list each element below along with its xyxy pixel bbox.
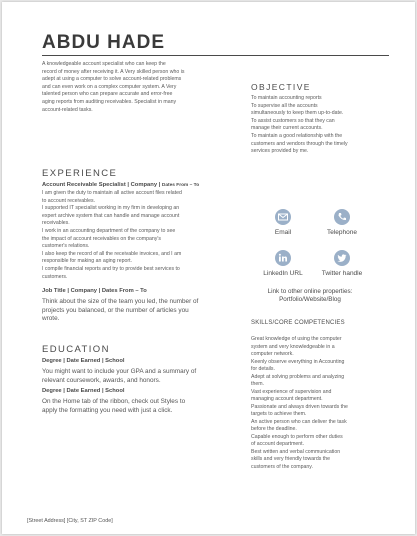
job1-line: the impact of account receivables on the company's <box>42 235 161 242</box>
edu2-header: Degree | Date Earned | School <box>42 388 125 394</box>
edu2-line: On the Home tab of the ribbon, check out Styles to <box>42 398 186 405</box>
objective-line: To maintain a good relationship with the <box>251 132 343 139</box>
edu1-line: relevant coursework, awards, and honors. <box>42 376 161 384</box>
job1-line: customers. <box>42 273 68 280</box>
email-label: Email <box>274 229 292 236</box>
skill-line: Great knowledge of using the computer <box>251 336 342 342</box>
linkedin-icon[interactable] <box>275 250 291 266</box>
resume-page <box>2 2 415 534</box>
objective-line: manage their current accounts. <box>251 125 323 132</box>
job1-title: Account Receivable Specialist <box>42 182 126 188</box>
experience-heading: EXPERIENCE <box>42 168 118 179</box>
address-footer: [Street Address] [City, ST ZIP Code] <box>27 518 113 524</box>
online-properties-intro: Link to other online properties: <box>267 288 353 295</box>
job1-line: I compile financial reports and try to provide best services to <box>42 265 180 272</box>
skill-line: computer network. <box>251 351 294 357</box>
summary-line: adept at using a computer to solve account-related problems <box>42 76 182 83</box>
skill-line: system and very knowledgeable in a <box>251 343 335 350</box>
job2-line: projects you balanced, or the number of articles you <box>42 306 189 314</box>
edu2-description <box>42 398 185 415</box>
telephone-label: Telephone <box>327 229 357 236</box>
skill-line: Adept at solving problems and analyzing <box>251 373 345 380</box>
email-icon[interactable] <box>275 209 291 225</box>
job1-header: Account Receivable Specialist | Company | Dates From – To <box>42 182 200 188</box>
skill-line: Best written and verbal communication <box>251 448 341 455</box>
job2-description <box>42 298 198 324</box>
objective-list <box>251 95 348 156</box>
online-properties-links[interactable]: Portfolio/Website/Blog <box>279 296 341 303</box>
skill-line: Vast experience of supervision and <box>251 388 332 395</box>
resume-name: ABDU HADE <box>42 32 165 53</box>
edu2-line: apply the formatting you need with just a click. <box>42 406 173 414</box>
skill-line: customers of the company. <box>251 463 313 470</box>
job2-line: Think about the size of the team you led, the number of <box>42 298 199 305</box>
skill-line: them. <box>251 381 264 387</box>
objective-line: services provided by me. <box>251 148 309 155</box>
skill-line: targets to achieve them. <box>251 411 307 417</box>
telephone-icon[interactable] <box>334 209 350 225</box>
education-heading: EDUCATION <box>42 344 110 355</box>
summary-line: A knowledgeable account specialist who can keep the <box>42 61 166 67</box>
skill-line: managing account department. <box>251 396 323 402</box>
skill-line: of account department. <box>251 441 305 447</box>
skill-line: Capable enough to perform other duties <box>251 433 343 440</box>
skill-line: An active person who can deliver the task <box>251 418 347 425</box>
job2-title: Job Title <box>42 288 66 294</box>
job1-line: to account receivables. <box>42 197 96 204</box>
name-divider <box>42 55 389 56</box>
job2-dates: Dates From – To <box>101 288 147 294</box>
summary-line: talented person who can prepare accurate and error-free <box>42 91 173 98</box>
job1-line: I work in an accounting department of the company to see <box>42 227 176 234</box>
skill-line: for details. <box>251 366 275 372</box>
skill-line: Passionate and always driven towards the <box>251 403 348 410</box>
skill-line: skills and very friendly towards the <box>251 456 330 462</box>
summary-line: record of money after receiving it. A Very skilled person who is <box>42 68 185 75</box>
summary-line: account-related tasks. <box>42 106 93 113</box>
edu1-header: Degree | Date Earned | School <box>42 358 125 364</box>
job1-line: expert archive system that can handle and manage account <box>42 212 180 219</box>
objective-line: customers and vendors through the timely <box>251 140 348 147</box>
objective-line: To assist customers so that they can <box>251 117 335 124</box>
job1-company: Company <box>130 182 158 188</box>
objective-heading: OBJECTIVE <box>251 82 311 92</box>
online-properties <box>254 288 366 304</box>
twitter-label: Twitter handle <box>321 270 363 277</box>
summary-paragraph <box>42 61 184 114</box>
linkedin-label: LinkedIn URL <box>263 270 303 277</box>
job1-line: I supported IT specialist working in my firm in developing an <box>42 205 180 212</box>
objective-line: To supervise all the accounts <box>251 102 318 109</box>
edu2-degree: Degree <box>42 388 62 394</box>
job1-description <box>42 190 182 281</box>
skills-heading: SKILLS/CORE COMPETENCIES <box>251 320 345 326</box>
job1-line: I also keep the record of all the receivable invoices, and I am <box>42 250 182 257</box>
job2-header: Job Title | Company | Dates From – To <box>42 288 147 294</box>
job2-company: Company <box>70 288 97 294</box>
job2-line: wrote. <box>42 315 60 323</box>
skill-line: Keenly observe everything in Accounting <box>251 358 345 365</box>
job1-dates: Dates From – To <box>161 183 200 188</box>
edu1-description <box>42 368 196 385</box>
skill-line: before the deadline. <box>251 426 297 432</box>
job1-line: receivables. <box>42 220 70 227</box>
twitter-icon[interactable] <box>334 250 350 266</box>
edu1-line: You might want to include your GPA and a summary of <box>42 368 197 375</box>
objective-line: To maintain accounting reports <box>251 95 322 101</box>
edu2-date: Date Earned <box>66 388 101 394</box>
job1-line: responsible for making an aging report. <box>42 258 132 265</box>
edu2-school: School <box>105 388 125 394</box>
summary-line: aging reports from auditing receivables. Specialist in many <box>42 98 177 105</box>
objective-line: simultaneously to keep them up-to-date. <box>251 110 344 117</box>
job1-line: I am given the duty to maintain all active account files related <box>42 190 182 196</box>
edu1-school: School <box>105 358 125 364</box>
job1-line: customer's relations. <box>42 243 90 250</box>
edu1-degree: Degree <box>42 358 62 364</box>
summary-line: and can even work on a complex computer system. A Very <box>42 83 177 90</box>
edu1-date: Date Earned <box>66 358 101 364</box>
skills-list <box>251 336 348 471</box>
